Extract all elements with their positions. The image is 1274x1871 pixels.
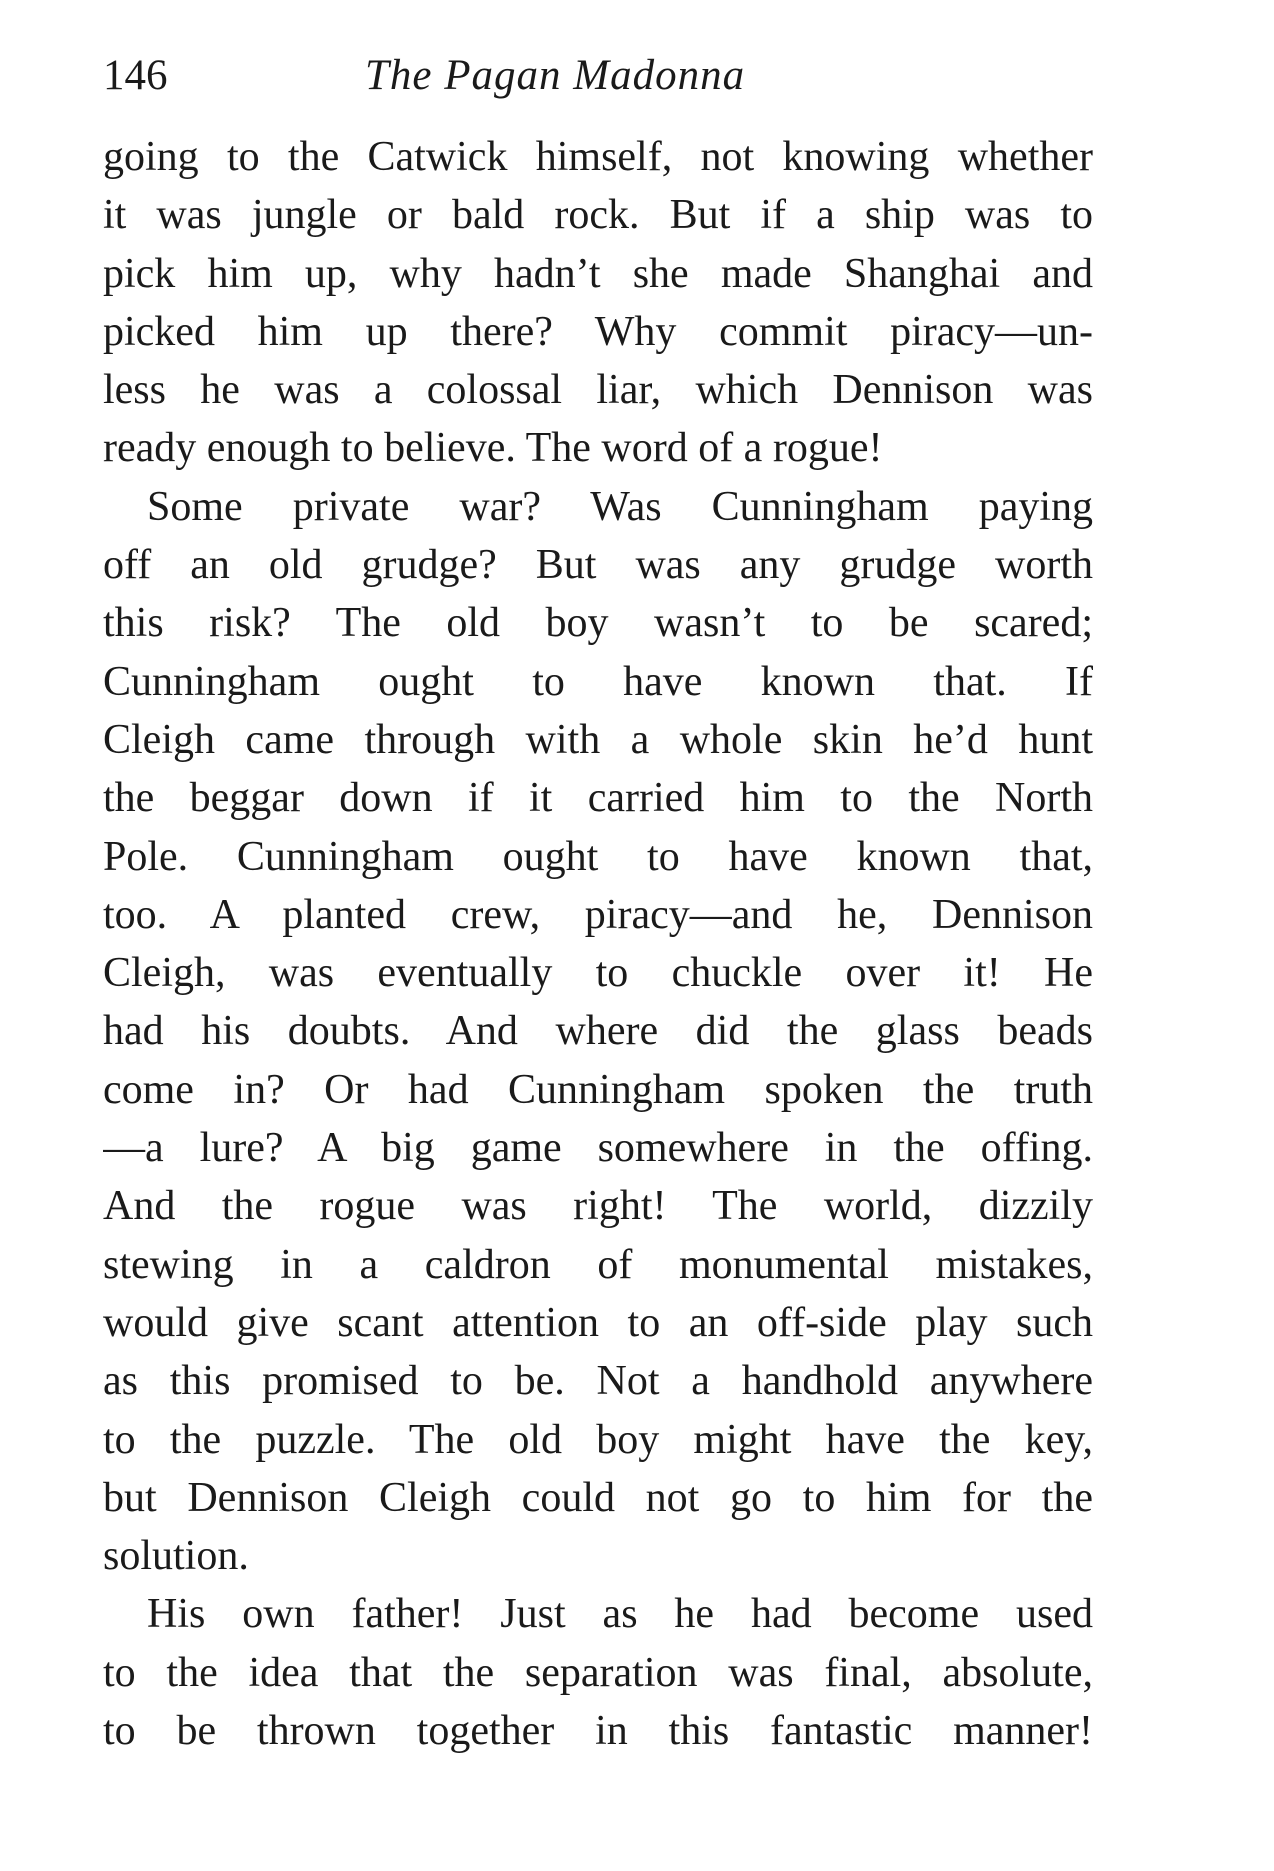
text-line: Pole. Cunningham ought to have known that, (103, 833, 1093, 880)
paragraph (103, 1585, 1093, 1760)
text-line: less he was a colossal liar, which Dennison was (103, 367, 1093, 414)
text-line: solution. (103, 1533, 249, 1580)
text-line: Cunningham ought to have known that. If (103, 658, 1093, 705)
text-line: Some private war? Was Cunningham paying (147, 483, 1093, 530)
text-line: had his doubts. And where did the glass beads (103, 1008, 1093, 1055)
text-line: to the idea that the separation was final, absolute, (103, 1649, 1093, 1696)
page-number: 146 (103, 52, 168, 99)
text-line: it was jungle or bald rock. But if a ship was to (103, 192, 1093, 239)
paragraph (103, 128, 1093, 478)
text-line: this risk? The old boy wasn’t to be scared; (103, 600, 1093, 647)
text-line: His own father! Just as he had become used (147, 1591, 1093, 1638)
body-text (103, 128, 1093, 1760)
text-line: off an old grudge? But was any grudge worth (103, 542, 1093, 589)
paragraph (103, 478, 1093, 1586)
text-line: to the puzzle. The old boy might have the key, (103, 1416, 1093, 1463)
text-line: would give scant attention to an off-side play such (103, 1299, 1093, 1346)
text-line: going to the Catwick himself, not knowing whether (103, 134, 1093, 180)
running-head (103, 46, 1093, 106)
text-line: but Dennison Cleigh could not go to him for the (103, 1474, 1093, 1521)
text-line: too. A planted crew, piracy—and he, Dennison (103, 891, 1093, 938)
text-line: Cleigh, was eventually to chuckle over it! He (103, 950, 1093, 997)
text-line: And the rogue was right! The world, dizzily (103, 1183, 1093, 1230)
text-line: pick him up, why hadn’t she made Shanghai and (103, 250, 1093, 297)
text-line: the beggar down if it carried him to the North (103, 775, 1093, 822)
text-line: stewing in a caldron of monumental mistakes, (103, 1241, 1093, 1288)
text-line: picked him up there? Why commit piracy—un- (103, 308, 1093, 355)
text-line: as this promised to be. Not a handhold anywhere (103, 1358, 1093, 1405)
text-line: to be thrown together in this fantastic manner! (103, 1708, 1093, 1755)
text-line: ready enough to believe. The word of a rogue! (103, 425, 883, 472)
text-line: come in? Or had Cunningham spoken the truth (103, 1066, 1093, 1113)
text-line: —a lure? A big game somewhere in the offing. (103, 1125, 1093, 1172)
book-title: The Pagan Madonna (365, 52, 746, 99)
text-line: Cleigh came through with a whole skin he’d hunt (103, 716, 1093, 763)
